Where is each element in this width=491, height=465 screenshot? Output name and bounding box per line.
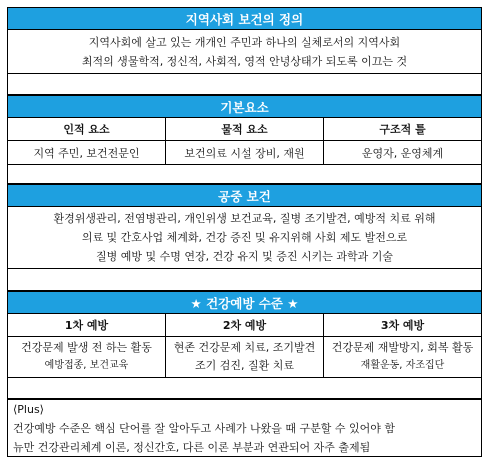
public-health-body xyxy=(7,207,482,269)
secondary-line-2: 조기 검진, 질환 치료 xyxy=(195,359,294,372)
section-title: 공중 보건 xyxy=(218,189,271,204)
secondary-line-1: 현존 건강문제 치료, 조기발견 xyxy=(173,341,316,354)
plus-line-2: 뉴만 건강관리체계 이론, 정신간호, 다른 이론 부분과 연관되어 자주 출제됨 xyxy=(13,441,371,454)
section-title: ★ 건강예방 수준 ★ xyxy=(190,296,299,311)
spacer xyxy=(7,164,482,184)
tertiary-line-1: 건강문제 재발방지, 회복 활동 xyxy=(331,341,474,354)
table-cell-material: 보건의료 시설 장비, 재원 xyxy=(166,141,324,165)
spacer xyxy=(7,269,482,291)
definition-line-1: 지역사회에 살고 있는 개개인 주민과 하나의 실체로서의 지역사회 xyxy=(88,36,401,49)
section-header-prevention-levels xyxy=(7,291,482,314)
tertiary-line-2: 재활운동, 자조집단 xyxy=(360,360,445,371)
primary-line-2: 예방접종, 보건교육 xyxy=(44,360,129,371)
definition-body xyxy=(7,30,482,74)
basic-elements-table xyxy=(7,117,482,165)
table-header-human: 인적 요소 xyxy=(8,118,166,141)
table-header-structure: 구조적 틀 xyxy=(324,118,482,141)
primary-line-1: 건강문제 발생 전 하는 활동 xyxy=(21,341,152,354)
section-header-basic-elements xyxy=(7,95,482,118)
table-cell-primary xyxy=(8,337,166,378)
table-header-tertiary: 3차 예방 xyxy=(324,314,482,337)
plus-title: ⟨Plus⟩ xyxy=(13,403,44,416)
section-title: 지역사회 보건의 정의 xyxy=(185,12,304,27)
table-header-primary: 1차 예방 xyxy=(8,314,166,337)
section-title: 기본요소 xyxy=(220,100,269,115)
public-health-line-3: 질병 예방 및 수명 연장, 건강 유지 및 증진 시키는 과학과 기술 xyxy=(96,250,393,263)
table-cell-structure: 운영자, 운영체계 xyxy=(324,141,482,165)
plus-note-box xyxy=(7,399,482,457)
table-header-secondary: 2차 예방 xyxy=(166,314,324,337)
table-header-material: 물적 요소 xyxy=(166,118,324,141)
table-cell-secondary xyxy=(166,337,324,378)
table-cell-human: 지역 주민, 보건전문인 xyxy=(8,141,166,165)
spacer xyxy=(7,74,482,95)
definition-line-2: 최적의 생물학적, 정신적, 사회적, 영적 안녕상태가 되도록 이끄는 것 xyxy=(81,55,408,68)
section-header-public-health xyxy=(7,184,482,207)
prevention-levels-table xyxy=(7,313,482,378)
public-health-line-2: 의료 및 간호사업 체계화, 건강 증진 및 유지위해 사회 제도 발전으로 xyxy=(81,231,408,244)
plus-line-1: 건강예방 수준은 핵심 단어를 잘 알아두고 사례가 나왔을 때 구분할 수 있어야 함 xyxy=(13,422,395,435)
section-header-definition xyxy=(7,7,482,30)
spacer xyxy=(7,377,482,399)
public-health-line-1: 환경위생관리, 전염병관리, 개인위생 보건교육, 질병 조기발견, 예방적 치료 위해 xyxy=(53,212,436,225)
table-cell-tertiary xyxy=(324,337,482,378)
